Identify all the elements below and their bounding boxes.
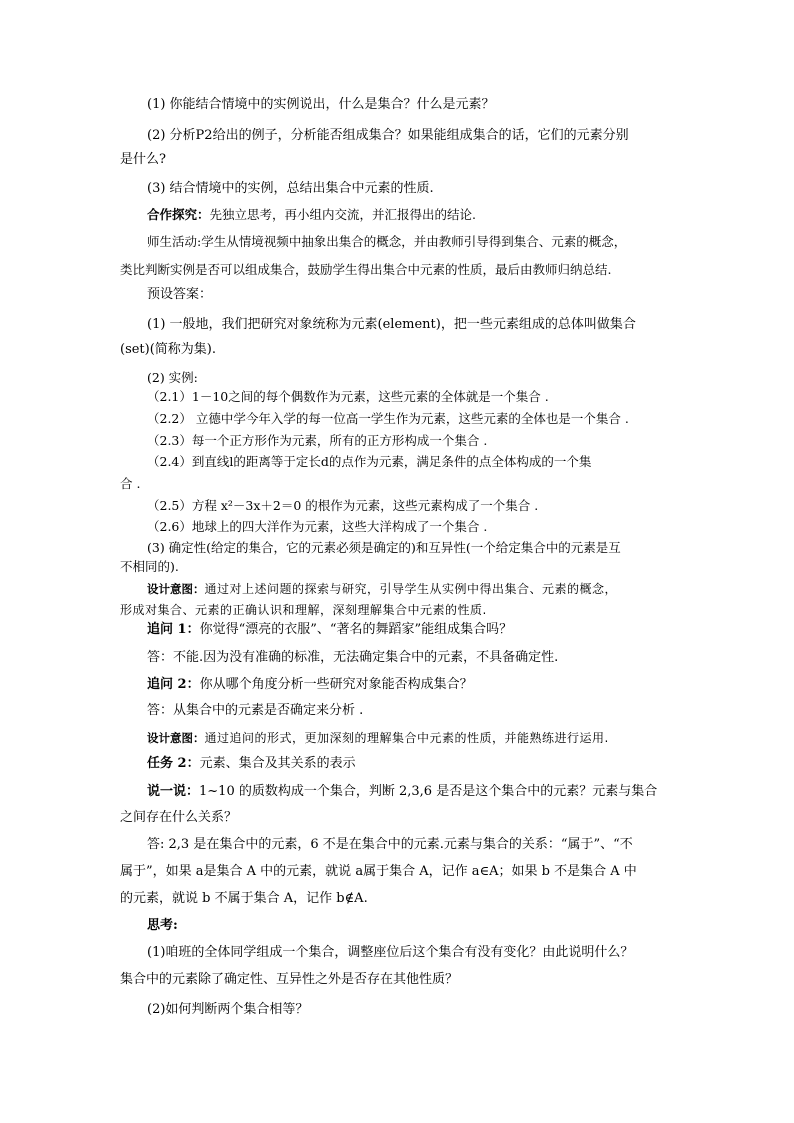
- answer-3-line-1: (3) 确定性(给定的集合，它的元素必须是确定的)和互异性(一个给定集合中的元素是互: [147, 540, 621, 555]
- example-2-5: （2.5）方程 x²－3x＋2＝0 的根作为元素，这些元素构成了一个集合 .: [147, 498, 539, 513]
- example-2-4-line-1: （2.4）到直线l的距离等于定长d的点作为元素，满足条件的点全体构成的一个集: [147, 454, 592, 469]
- teacher-student-activity-line-2: 类比判断实例是否可以组成集合，鼓励学生得出集合中元素的性质，最后由教师归纳总结.: [120, 262, 612, 277]
- preset-answers-heading: 预设答案：: [147, 287, 213, 302]
- design-intent-2: 设计意图：通过追问的形式，更加深刻的理解集合中元素的性质，并能熟练进行运用.: [147, 731, 609, 745]
- design-intent-1-line-1: 设计意图：通过对上述问题的探索与研究，引导学生从实例中得出集合、元素的概念，: [147, 582, 618, 596]
- example-2-2: （2.2） 立德中学今年入学的每一位高一学生作为元素，这些元素的全体也是一个集合 .: [147, 411, 629, 426]
- answer-2-heading: (2) 实例:: [147, 370, 198, 385]
- follow-up-answer-2: 答：从集合中的元素是否确定来分析 .: [147, 703, 364, 718]
- follow-up-question-2: 追问 2：你从哪个角度分析一些研究对象能否构成集合？: [147, 677, 473, 692]
- example-2-3: （2.3）每一个正方形作为元素，所有的正方形构成一个集合 .: [147, 433, 488, 448]
- cooperative-inquiry: 合作探究：先独立思考，再小组内交流，并汇报得出的结论.: [147, 207, 476, 222]
- think-question-1-line-1: (1)咱班的全体同学组成一个集合，调整座位后这个集合有没有变化？由此说明什么？: [147, 945, 634, 960]
- design-intent-1-line-2: 形成对集合、元素的正确认识和理解，深刻理解集合中元素的性质.: [120, 603, 487, 617]
- say-it-line-1: 说一说：1~10 的质数构成一个集合，判断 2,3,6 是否是这个集合中的元素？元素与集合: [147, 784, 658, 799]
- follow-up-question-1: 追问 1：你觉得“漂亮的衣服”、“著名的舞蹈家”能组成集合吗？: [147, 622, 513, 637]
- think-heading: 思考:: [147, 918, 178, 933]
- answer-3-line-2: 不相同的).: [120, 559, 179, 574]
- relation-answer-line-2: 属于”，如果 a是集合 A 中的元素，就说 a属于集合 A，记作 a∈A；如果 b 不是集合 A 中: [120, 864, 637, 879]
- think-question-2: (2)如何判断两个集合相等？: [147, 1002, 309, 1017]
- question-2-line-2: 是什么?: [120, 152, 166, 167]
- think-question-1-line-2: 集合中的元素除了确定性、互异性之外是否存在其他性质？: [120, 972, 459, 987]
- example-2-4-line-2: 合 .: [120, 476, 141, 491]
- question-2-line-1: (2) 分析P2给出的例子，分析能否组成集合？如果能组成集合的话，它们的元素分别: [147, 128, 629, 143]
- answer-1-line-2: (set)(简称为集).: [120, 342, 217, 357]
- example-2-1: （2.1）1－10之间的每个偶数作为元素，这些元素的全体就是一个集合 .: [147, 389, 549, 404]
- say-it-line-2: 之间存在什么关系？: [120, 810, 238, 825]
- example-2-6: （2.6）地球上的四大洋作为元素，这些大洋构成了一个集合 .: [147, 519, 488, 534]
- task-2-heading: 任务 2：元素、集合及其关系的表示: [147, 756, 356, 771]
- answer-1-line-1: (1) 一般地，我们把研究对象统称为元素(element)，把一些元素组成的总体叫做集合: [147, 317, 636, 332]
- relation-answer-line-3: 的元素，就说 b 不属于集合 A，记作 b∉A.: [120, 891, 368, 906]
- question-1: (1) 你能结合情境中的实例说出，什么是集合？什么是元素？: [147, 97, 495, 112]
- question-3: (3) 结合情境中的实例，总结出集合中元素的性质.: [147, 181, 434, 196]
- teacher-student-activity-line-1: 师生活动:学生从情境视频中抽象出集合的概念，并由教师引导得到集合、元素的概念，: [147, 234, 627, 249]
- relation-answer-line-1: 答: 2,3 是在集合中的元素，6 不是在集合中的元素.元素与集合的关系：“属于”、“不: [147, 837, 633, 852]
- follow-up-answer-1: 答：不能.因为没有准确的标准，无法确定集合中的元素，不具备确定性.: [147, 650, 559, 665]
